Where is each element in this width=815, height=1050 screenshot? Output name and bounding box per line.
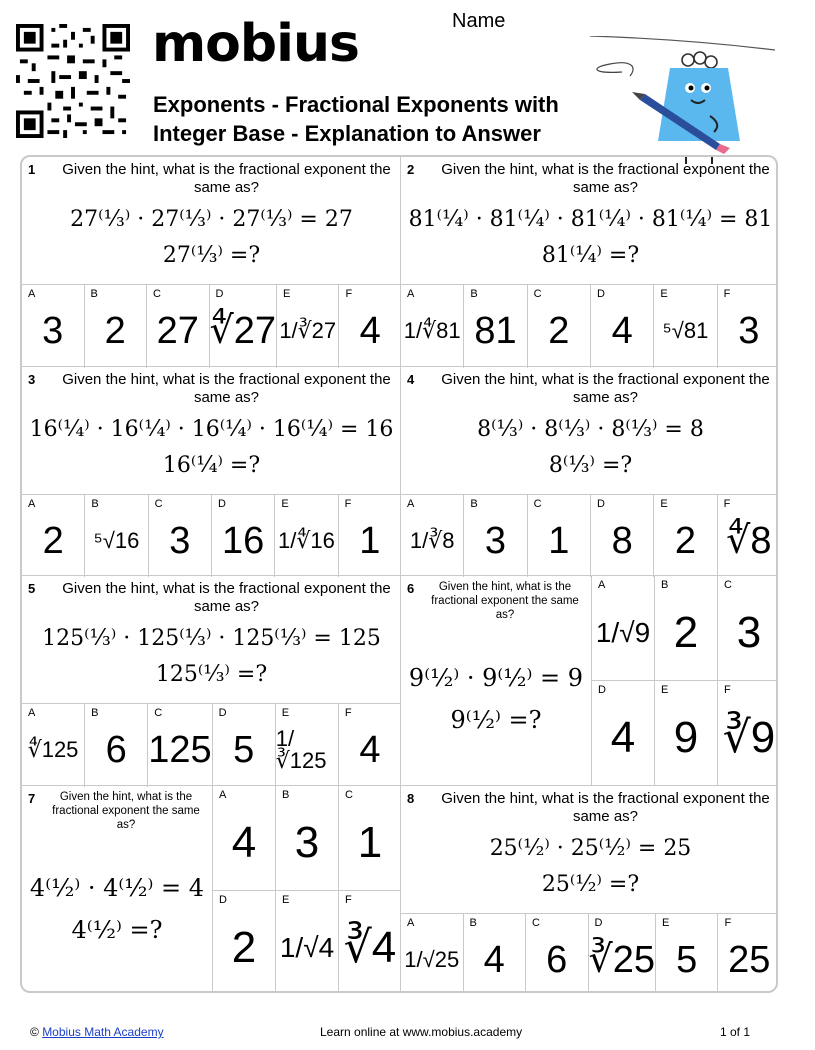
choice-label: C [154, 707, 163, 719]
choice-label: E [282, 288, 291, 300]
question-number: 7 [28, 790, 36, 806]
answer-choice-b[interactable] [84, 285, 147, 368]
footer-page-number: 1 of 1 [720, 1025, 751, 1039]
pencil-mascot-icon [590, 36, 790, 166]
choice-label: F [344, 707, 352, 719]
choice-label: B [470, 497, 478, 510]
answer-choice-a[interactable] [591, 575, 654, 680]
choice-label: A [28, 288, 36, 300]
answer-choice-a[interactable] [401, 914, 463, 994]
choice-value: 3 [42, 310, 64, 353]
answer-choice-b[interactable] [463, 495, 526, 578]
choice-label: D [217, 497, 226, 510]
choice-label: A [407, 288, 415, 300]
answer-choice-a[interactable] [212, 785, 275, 890]
choice-label: B [470, 288, 478, 300]
answer-choice-d[interactable] [590, 495, 653, 578]
choice-value: 4 [483, 938, 505, 981]
question-panel [22, 576, 401, 786]
choice-label: F [723, 497, 731, 510]
question-number: 6 [407, 581, 415, 596]
choice-value: 6 [546, 938, 568, 981]
choice-value: 1/∛27 [279, 318, 337, 344]
choice-value: 5 [676, 938, 698, 981]
choice-label: C [533, 288, 542, 300]
choice-value: 1/∛125 [275, 726, 327, 774]
question-number: 3 [28, 371, 36, 387]
answer-choice-d[interactable] [212, 890, 275, 993]
answer-choice-c[interactable] [146, 285, 209, 368]
answer-choice-f[interactable] [717, 914, 778, 994]
footer-copyright: © Mobius Math Academy [30, 1025, 164, 1039]
choice-label: A [28, 707, 36, 719]
choice-label: F [345, 288, 353, 300]
choice-value: 4 [359, 729, 381, 772]
choice-label: E [661, 916, 670, 929]
choice-value: ∛25 [588, 938, 655, 981]
choice-label: A [407, 916, 415, 929]
question-prompt: Given the hint, what is the fractional exponent the same as? [441, 789, 770, 825]
question-equation: 125⁽¹⁄₃⁾ =? [155, 662, 268, 687]
choice-value: 3 [484, 519, 507, 562]
answer-choice-e[interactable] [275, 704, 338, 787]
answer-choices [212, 785, 401, 994]
answer-choice-e[interactable] [655, 914, 718, 994]
brand-logo: mobius [152, 14, 359, 74]
question-prompt: Given the hint, what is the fractional exponent the same as? [62, 161, 391, 196]
answer-choice-d[interactable] [209, 285, 276, 368]
choice-value: 1 [548, 519, 570, 562]
answer-choice-a[interactable] [401, 495, 463, 578]
answer-choice-a[interactable] [22, 285, 84, 368]
choice-value: 2 [548, 310, 570, 353]
answer-choice-c[interactable] [525, 914, 588, 994]
question-equation: 81⁽¹⁄₄⁾ =? [541, 243, 640, 268]
answer-choice-c[interactable] [717, 575, 778, 680]
answer-choice-a[interactable] [22, 495, 84, 578]
choice-value: 9 [673, 713, 699, 763]
choice-value: 2 [104, 310, 126, 353]
choice-label: D [215, 288, 224, 300]
choice-value: 5 [233, 729, 255, 772]
answer-choices [401, 494, 778, 578]
choice-value: 6 [105, 729, 127, 772]
question-number: 2 [407, 162, 415, 177]
question-panel [401, 367, 778, 577]
question-grid [20, 155, 778, 993]
choice-value: 2 [673, 608, 699, 658]
question-panel [22, 367, 401, 577]
choice-value: 27 [156, 310, 199, 353]
choice-value: ⁵√16 [93, 527, 140, 553]
question-equation: 25⁽¹⁄₂⁾ =? [541, 871, 640, 897]
question-equation: 8⁽¹⁄₃⁾ =? [548, 452, 633, 478]
answer-choice-f[interactable] [338, 495, 401, 578]
choice-label: C [532, 916, 540, 929]
question-panel [401, 576, 778, 786]
choice-value: 4 [611, 310, 633, 353]
choice-label: D [594, 916, 603, 929]
answer-choices [22, 284, 401, 368]
question-panel [401, 157, 778, 367]
choice-value: 1/√25 [404, 946, 460, 972]
question-number: 8 [407, 790, 415, 806]
question-prompt: Given the hint, what is the fractional exponent the same as? [431, 581, 579, 621]
question-number: 1 [28, 162, 36, 177]
choice-value: ∜125 [27, 737, 79, 763]
answer-choice-b[interactable] [463, 285, 526, 368]
choice-label: F [345, 893, 352, 906]
answer-choice-e[interactable] [653, 495, 716, 578]
choice-value: ⁵√81 [662, 318, 709, 344]
choice-label: A [28, 497, 36, 510]
choice-label: E [660, 288, 668, 300]
question-panel [22, 786, 401, 994]
choice-label: B [469, 916, 477, 929]
choice-label: D [598, 684, 606, 697]
choice-value: 25 [728, 938, 771, 981]
choice-value: 125 [148, 729, 212, 772]
question-prompt: Given the hint, what is the fractional exponent the same as? [62, 370, 391, 406]
question-number: 4 [407, 371, 415, 387]
choice-label: B [91, 707, 99, 719]
question-prompt: Given the hint, what is the fractional exponent the same as? [441, 161, 770, 196]
question-prompt: Given the hint, what is the fractional exponent the same as? [52, 790, 200, 831]
answer-choice-c[interactable] [338, 785, 401, 890]
choice-label: D [219, 893, 227, 906]
answer-choice-d[interactable] [212, 704, 275, 787]
hint-equation: 16⁽¹⁄₄⁾ · 16⁽¹⁄₄⁾ · 16⁽¹⁄₄⁾ · 16⁽¹⁄₄⁾ = 16 [29, 416, 394, 442]
answer-choice-e[interactable] [654, 680, 717, 785]
choice-value: 1/∜16 [278, 527, 335, 553]
qr-code [16, 24, 130, 138]
answer-choice-d[interactable] [211, 495, 274, 578]
choice-label: E [281, 707, 290, 719]
answer-choice-d[interactable] [590, 285, 653, 368]
answer-choice-a[interactable] [22, 704, 84, 787]
choice-value: ∛9 [722, 713, 776, 763]
choice-value: 4 [610, 713, 636, 763]
answer-choice-e[interactable] [653, 285, 716, 368]
answer-choice-c[interactable] [527, 495, 590, 578]
choice-value: 4 [359, 310, 381, 353]
choice-label: A [407, 497, 415, 510]
choice-label: E [281, 497, 289, 510]
choice-label: C [724, 579, 732, 591]
question-equation: 9⁽¹⁄₂⁾ =? [450, 706, 542, 734]
answer-choice-e[interactable] [274, 495, 337, 578]
choice-label: E [661, 684, 669, 697]
choice-label: B [282, 788, 290, 801]
choice-value: 1/√9 [595, 617, 651, 649]
answer-choice-b[interactable] [84, 704, 147, 787]
choice-value: 2 [231, 922, 257, 972]
answer-choices [591, 575, 778, 786]
hint-equation: 81⁽¹⁄₄⁾ · 81⁽¹⁄₄⁾ · 81⁽¹⁄₄⁾ · 81⁽¹⁄₄⁾ = 81 [408, 207, 773, 232]
choice-label: D [596, 288, 605, 300]
hint-equation: 8⁽¹⁄₃⁾ · 8⁽¹⁄₃⁾ · 8⁽¹⁄₃⁾ = 8 [477, 416, 704, 442]
choice-label: C [345, 788, 353, 801]
question-equation: 4⁽¹⁄₂⁾ =? [71, 915, 163, 944]
choice-value: 1 [357, 817, 383, 867]
question-prompt: Given the hint, what is the fractional exponent the same as? [62, 580, 391, 615]
choice-label: A [598, 579, 606, 591]
hint-equation: 9⁽¹⁄₂⁾ · 9⁽¹⁄₂⁾ = 9 [408, 664, 584, 692]
choice-value: 1/∛8 [409, 527, 455, 553]
answer-choices [401, 284, 778, 368]
question-panel [401, 786, 778, 994]
choice-value: 3 [736, 608, 762, 658]
choice-value: 4 [231, 817, 257, 867]
choice-label: F [724, 916, 732, 929]
question-panel [22, 157, 401, 367]
choice-value: 1/∜81 [403, 318, 461, 344]
choice-value: 1 [359, 519, 381, 562]
choice-label: B [661, 579, 669, 591]
choice-value: 3 [738, 310, 760, 353]
answer-choice-f[interactable] [717, 680, 778, 785]
choice-value: ∛4 [343, 922, 397, 972]
answer-choice-c[interactable] [527, 285, 590, 368]
choice-label: D [218, 707, 227, 719]
worksheet-title: Exponents - Fractional Exponents with Integer Base - Explanation to Answer [153, 92, 559, 146]
choice-label: F [724, 684, 731, 697]
choice-value: 2 [42, 519, 64, 562]
choice-label: C [154, 497, 163, 510]
choice-value: 2 [674, 519, 697, 562]
answer-choice-b[interactable] [84, 495, 147, 578]
choice-label: F [723, 288, 731, 300]
answer-choices [401, 913, 778, 994]
hint-equation: 27⁽¹⁄₃⁾ · 27⁽¹⁄₃⁾ · 27⁽¹⁄₃⁾ = 27 [70, 207, 353, 232]
question-prompt: Given the hint, what is the fractional exponent the same as? [441, 370, 770, 406]
choice-value: 3 [294, 817, 320, 867]
question-equation: 16⁽¹⁄₄⁾ =? [162, 452, 261, 478]
choice-value: 81 [474, 310, 517, 353]
answer-choice-b[interactable] [463, 914, 526, 994]
answer-choice-e[interactable] [276, 285, 339, 368]
choice-label: C [153, 288, 161, 300]
choice-label: F [344, 497, 352, 510]
choice-label: E [660, 497, 668, 510]
choice-value: 3 [169, 519, 191, 562]
question-number: 5 [28, 581, 36, 596]
answer-choice-b[interactable] [275, 785, 338, 890]
hint-equation: 4⁽¹⁄₂⁾ · 4⁽¹⁄₂⁾ = 4 [29, 873, 205, 902]
answer-choice-c[interactable] [148, 495, 211, 578]
answer-choice-f[interactable] [717, 495, 778, 578]
choice-value: 1/√4 [279, 931, 335, 963]
answer-choice-e[interactable] [275, 890, 338, 993]
answer-choice-a[interactable] [401, 285, 463, 368]
choice-value: 16 [222, 519, 265, 562]
choice-label: D [596, 497, 605, 510]
name-label: Name [452, 10, 506, 32]
mobius-link[interactable]: Mobius Math Academy [42, 1025, 164, 1039]
answer-choice-c[interactable] [147, 704, 211, 787]
answer-choices [22, 494, 401, 578]
choice-value: ∜8 [726, 519, 772, 562]
choice-value: 8 [611, 519, 633, 562]
choice-label: C [533, 497, 542, 510]
choice-label: B [91, 497, 99, 510]
footer-center-text: Learn online at www.mobius.academy [320, 1025, 523, 1039]
answer-choice-b[interactable] [654, 575, 717, 680]
answer-choice-f[interactable] [338, 285, 401, 368]
answer-choice-f[interactable] [717, 285, 778, 368]
question-equation: 27⁽¹⁄₃⁾ =? [162, 243, 261, 268]
answer-choices [22, 703, 401, 787]
answer-choice-d[interactable] [588, 914, 655, 994]
answer-choice-d[interactable] [591, 680, 654, 785]
answer-choice-f[interactable] [338, 704, 401, 787]
choice-value: ∜27 [209, 310, 276, 353]
choice-label: B [90, 288, 98, 300]
hint-equation: 25⁽¹⁄₂⁾ · 25⁽¹⁄₂⁾ = 25 [489, 835, 692, 861]
answer-choice-f[interactable] [338, 890, 401, 993]
hint-equation: 125⁽¹⁄₃⁾ · 125⁽¹⁄₃⁾ · 125⁽¹⁄₃⁾ = 125 [42, 626, 381, 651]
choice-label: A [219, 788, 227, 801]
choice-label: E [282, 893, 290, 906]
